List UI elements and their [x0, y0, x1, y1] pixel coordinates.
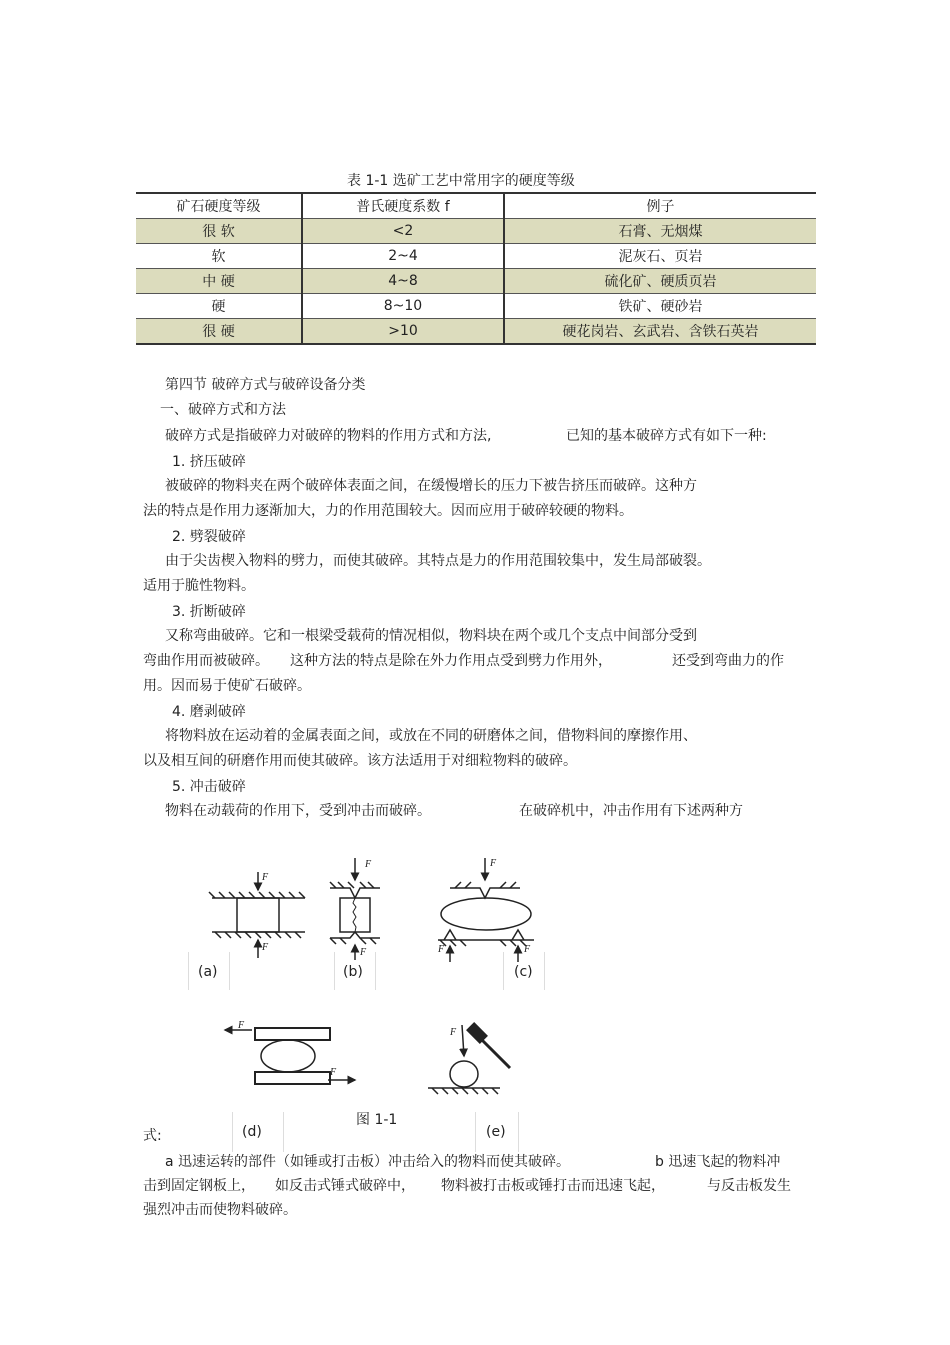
intro-text-a: 破碎方式是指破碎力对破碎的物料的作用方式和方法,	[165, 428, 492, 444]
section-title: 第四节 破碎方式与破碎设备分类	[165, 377, 366, 393]
table-cell: >10	[302, 319, 504, 345]
table-cell: 很 硬	[136, 319, 302, 345]
figure-label-b: (b)	[343, 964, 363, 980]
table-row	[136, 269, 816, 294]
table-header-cell: 例子	[504, 193, 816, 219]
paragraph-line: a 迅速运转的部件（如锤或打击板）冲击给入的物料而使其破碎。	[165, 1154, 571, 1170]
force-symbol: F	[524, 944, 531, 955]
force-symbol: F	[330, 1067, 337, 1078]
figure-label-e: (e)	[486, 1124, 506, 1140]
item-heading: 5. 冲击破碎	[172, 779, 246, 795]
force-symbol: F	[438, 944, 445, 955]
paragraph-line: b 迅速飞起的物料冲	[655, 1154, 781, 1170]
item-line: 物料在动载荷的作用下，受到冲击而破碎。	[165, 803, 431, 819]
table-cell: 石膏、无烟煤	[504, 219, 816, 244]
item-heading: 2. 劈裂破碎	[172, 529, 246, 545]
table-cell: 硫化矿、硬质页岩	[504, 269, 816, 294]
force-symbol: F	[360, 947, 367, 958]
table-row	[136, 319, 816, 345]
table-cell: 泥灰石、页岩	[504, 244, 816, 269]
paragraph-line: 强烈冲击而使物料破碎。	[143, 1202, 297, 1218]
table-cell: 中 硬	[136, 269, 302, 294]
table-cell: 铁矿、硬砂岩	[504, 294, 816, 319]
item-line: 被破碎的物料夹在两个破碎体表面之间，在缓慢增长的压力下被告挤压而破碎。这种方	[165, 478, 697, 494]
paragraph-line: 物料被打击板或锤打击而迅速飞起，	[441, 1178, 665, 1194]
item-line: 法的特点是作用力逐渐加大，力的作用范围较大。因而应用于破碎较硬的物料。	[143, 503, 633, 519]
table-cell: 硬花岗岩、玄武岩、含铁石英岩	[504, 319, 816, 345]
item-line: 弯曲作用而被破碎。	[143, 653, 269, 669]
item-line: 又称弯曲破碎。它和一根梁受载荷的情况相似，物料块在两个或几个支点中间部分受到	[165, 628, 697, 644]
item-line: 将物料放在运动着的金属表面之间，或放在不同的研磨体之间，借物料间的摩擦作用、	[165, 728, 697, 744]
table-cell: 8~10	[302, 294, 504, 319]
diagram-b-split	[330, 858, 380, 960]
diagram-c-bend	[438, 858, 534, 962]
table-cell: 2~4	[302, 244, 504, 269]
subsection-title: 一、破碎方式和方法	[160, 402, 286, 418]
intro-text-b: 已知的基本破碎方式有如下一种:	[566, 428, 767, 444]
table-header-cell: 矿石硬度等级	[136, 193, 302, 219]
item-heading: 3. 折断破碎	[172, 604, 246, 620]
table-cell: <2	[302, 219, 504, 244]
table-row	[136, 294, 816, 319]
item-line: 这种方法的特点是除在外力作用点受到劈力作用外，	[290, 653, 612, 669]
figure-label-d: (d)	[242, 1124, 262, 1140]
force-symbol: F	[262, 872, 269, 883]
item-line: 在破碎机中，冲击作用有下述两种方	[519, 803, 743, 819]
diagram-a-squeeze	[209, 872, 305, 958]
force-symbol: F	[365, 859, 372, 870]
force-symbol: F	[262, 942, 269, 953]
item-heading: 1. 挤压破碎	[172, 454, 246, 470]
figure-caption: 图 1-1	[356, 1112, 398, 1128]
item-line: 以及相互间的研磨作用而使其破碎。该方法适用于对细粒物料的破碎。	[143, 753, 577, 769]
item-line: 适用于脆性物料。	[143, 578, 255, 594]
table-row	[136, 219, 816, 244]
hardness-table	[136, 192, 816, 345]
table-caption: 表 1-1 选矿工艺中常用字的硬度等级	[347, 173, 575, 189]
figure-label-c: (c)	[514, 964, 533, 980]
table-cell: 很 软	[136, 219, 302, 244]
item-heading: 4. 磨剥破碎	[172, 704, 246, 720]
table-header-cell: 普氏硬度系数 f	[302, 193, 504, 219]
table-row	[136, 244, 816, 269]
force-symbol: F	[238, 1020, 245, 1031]
table-cell: 硬	[136, 294, 302, 319]
force-symbol: F	[490, 858, 497, 869]
table-cell: 4~8	[302, 269, 504, 294]
paragraph-line: 击到固定钢板上，	[143, 1178, 255, 1194]
item-line: 由于尖齿楔入物料的劈力，而使其破碎。其特点是力的作用范围较集中，发生局部破裂。	[165, 553, 711, 569]
item-line: 还受到弯曲力的作	[672, 653, 784, 669]
table-cell: 软	[136, 244, 302, 269]
continued-word: 式:	[143, 1128, 162, 1144]
paragraph-line: 如反击式锤式破碎中，	[275, 1178, 415, 1194]
diagram-e-impact	[428, 1023, 510, 1094]
item-line: 用。因而易于使矿石破碎。	[143, 678, 311, 694]
force-symbol: F	[450, 1027, 457, 1038]
figure-label-a: (a)	[198, 964, 218, 980]
paragraph-line: 与反击板发生	[707, 1178, 791, 1194]
table-header-row	[136, 193, 816, 219]
